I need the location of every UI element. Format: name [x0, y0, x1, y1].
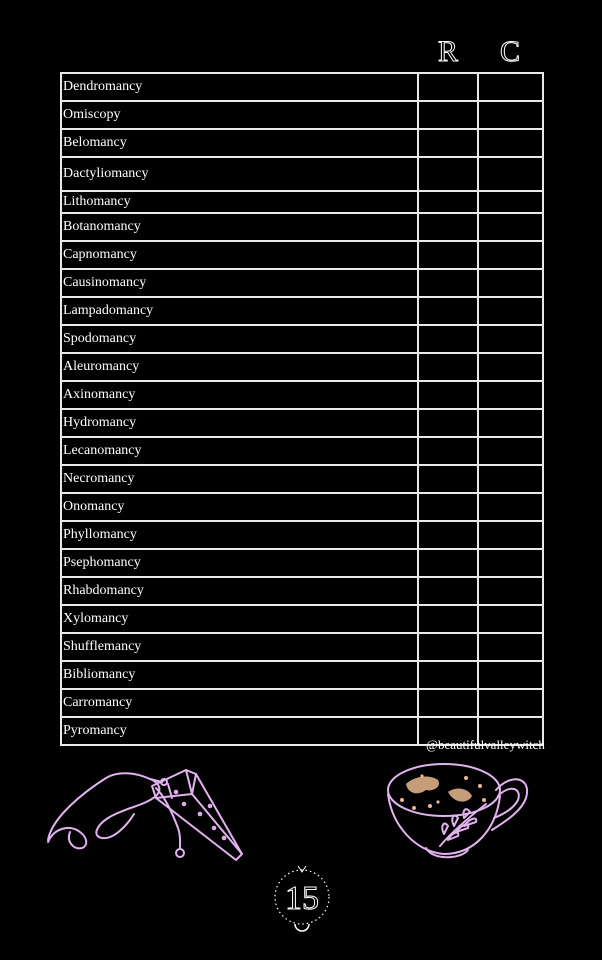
checkbox-cell-r[interactable] [418, 297, 478, 325]
practice-name: Bibliomancy [61, 661, 418, 689]
table-row [61, 241, 543, 269]
practice-name: Belomancy [61, 129, 418, 157]
checkbox-cell-c[interactable] [478, 689, 543, 717]
table-row [61, 493, 543, 521]
practice-name: Causinomancy [61, 269, 418, 297]
practice-name: Dendromancy [61, 73, 418, 101]
page-number-badge [268, 864, 336, 934]
practice-name: Lithomancy [61, 191, 418, 213]
checkbox-cell-c[interactable] [478, 465, 543, 493]
checkbox-cell-c[interactable] [478, 577, 543, 605]
pendulum-icon [44, 762, 248, 866]
checkbox-cell-c[interactable] [478, 493, 543, 521]
checkbox-cell-r[interactable] [418, 465, 478, 493]
table-row [61, 465, 543, 493]
table-row [61, 409, 543, 437]
table-row [61, 191, 543, 213]
checkbox-cell-c[interactable] [478, 297, 543, 325]
checkbox-cell-r[interactable] [418, 549, 478, 577]
table-row [61, 73, 543, 101]
checkbox-cell-r[interactable] [418, 101, 478, 129]
practice-name: Xylomancy [61, 605, 418, 633]
table-row [61, 269, 543, 297]
table-row [61, 101, 543, 129]
table-row [61, 381, 543, 409]
checkbox-cell-c[interactable] [478, 409, 543, 437]
table-row [61, 325, 543, 353]
table-row [61, 661, 543, 689]
practice-name: Axinomancy [61, 381, 418, 409]
practice-name: Capnomancy [61, 241, 418, 269]
checkbox-cell-r[interactable] [418, 325, 478, 353]
table-row [61, 605, 543, 633]
checkbox-cell-r[interactable] [418, 241, 478, 269]
checkbox-cell-c[interactable] [478, 381, 543, 409]
checkbox-cell-r[interactable] [418, 577, 478, 605]
checkbox-cell-c[interactable] [478, 157, 543, 191]
practice-name: Spodomancy [61, 325, 418, 353]
checkbox-cell-c[interactable] [478, 101, 543, 129]
table-row [61, 353, 543, 381]
checkbox-cell-r[interactable] [418, 157, 478, 191]
checkbox-cell-c[interactable] [478, 191, 543, 213]
checkbox-cell-r[interactable] [418, 191, 478, 213]
checkbox-cell-r[interactable] [418, 605, 478, 633]
table-row [61, 549, 543, 577]
teacup-icon [382, 756, 534, 864]
practice-name: Lecanomancy [61, 437, 418, 465]
table-row [61, 521, 543, 549]
table-row [61, 577, 543, 605]
practice-name: Rhabdomancy [61, 577, 418, 605]
author-handle: @beautifulvalleywitch [426, 737, 545, 752]
checkbox-cell-c[interactable] [478, 353, 543, 381]
checkbox-cell-c[interactable] [478, 661, 543, 689]
practice-name: Lampadomancy [61, 297, 418, 325]
practice-name: Shufflemancy [61, 633, 418, 661]
checkbox-cell-r[interactable] [418, 437, 478, 465]
checkbox-cell-c[interactable] [478, 129, 543, 157]
practice-name: Aleuromancy [61, 353, 418, 381]
practice-name: Omiscopy [61, 101, 418, 129]
checkbox-cell-r[interactable] [418, 213, 478, 241]
checkbox-cell-r[interactable] [418, 73, 478, 101]
practice-name: Pyromancy [61, 717, 418, 745]
table-row [61, 297, 543, 325]
practice-name: Necromancy [61, 465, 418, 493]
checkbox-cell-c[interactable] [478, 241, 543, 269]
checkbox-cell-c[interactable] [478, 437, 543, 465]
checkbox-cell-c[interactable] [478, 213, 543, 241]
checkbox-cell-r[interactable] [418, 409, 478, 437]
table-row [61, 129, 543, 157]
divination-checklist-table [60, 72, 544, 746]
page-number: 15 [285, 880, 319, 917]
checkbox-cell-r[interactable] [418, 381, 478, 409]
checkbox-cell-c[interactable] [478, 549, 543, 577]
checkbox-cell-c[interactable] [478, 73, 543, 101]
table-row [61, 157, 543, 191]
practice-name: Dactyliomancy [61, 157, 418, 191]
checkbox-cell-r[interactable] [418, 689, 478, 717]
table-row [61, 437, 543, 465]
practice-name: Psephomancy [61, 549, 418, 577]
practice-name: Botanomancy [61, 213, 418, 241]
checkbox-cell-r[interactable] [418, 353, 478, 381]
checkbox-cell-r[interactable] [418, 493, 478, 521]
practice-name: Carromancy [61, 689, 418, 717]
practice-name: Hydromancy [61, 409, 418, 437]
table-row [61, 633, 543, 661]
checkbox-cell-r[interactable] [418, 269, 478, 297]
table-row [61, 689, 543, 717]
checkbox-cell-c[interactable] [478, 521, 543, 549]
checkbox-cell-r[interactable] [418, 129, 478, 157]
checkbox-cell-r[interactable] [418, 633, 478, 661]
checkbox-cell-r[interactable] [418, 661, 478, 689]
practice-name: Phyllomancy [61, 521, 418, 549]
checkbox-cell-c[interactable] [478, 633, 543, 661]
column-header-r: R [437, 35, 458, 68]
practice-name: Onomancy [61, 493, 418, 521]
checkbox-cell-c[interactable] [478, 325, 543, 353]
column-header-c: C [499, 35, 520, 68]
checkbox-cell-r[interactable] [418, 521, 478, 549]
checkbox-cell-c[interactable] [478, 269, 543, 297]
table-row [61, 213, 543, 241]
checkbox-cell-c[interactable] [478, 605, 543, 633]
